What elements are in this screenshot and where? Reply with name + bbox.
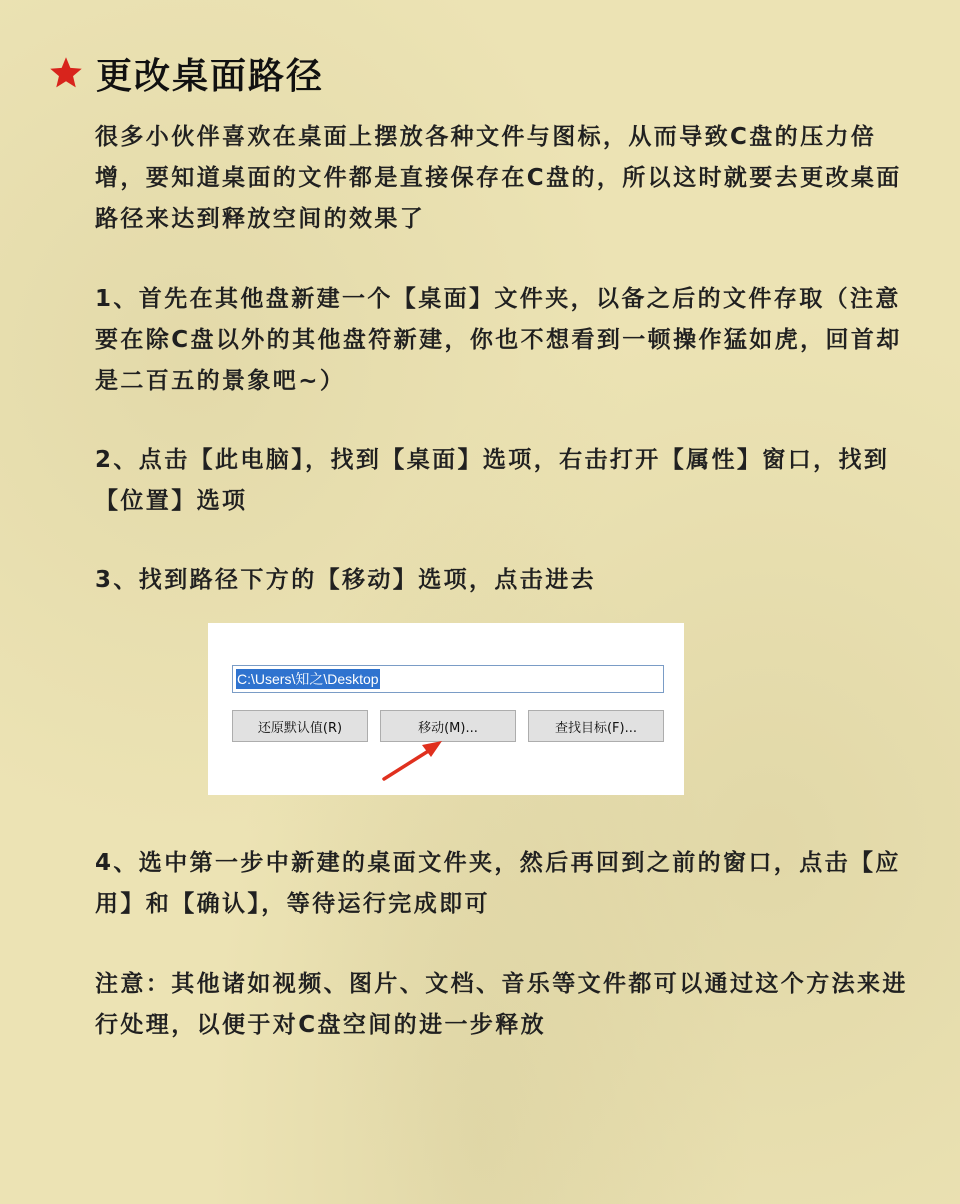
- step-4-paragraph: 4、选中第一步中新建的桌面文件夹，然后再回到之前的窗口，点击【应用】和【确认】，等待运行完成即可: [95, 850, 901, 917]
- red-arrow-icon: [378, 733, 458, 783]
- intro-paragraph: 很多小伙伴喜欢在桌面上摆放各种文件与图标，从而导致C盘的压力倍增，要知道桌面的文件都是直接保存在C盘的，所以这时就要去更改桌面路径来达到释放空间的效果了: [95, 124, 902, 232]
- find-target-button[interactable]: 查找目标(F)...: [528, 710, 664, 742]
- heading-title: 更改桌面路径: [96, 55, 325, 97]
- star-icon: [48, 55, 84, 91]
- step-3-paragraph: 3、找到路径下方的【移动】选项，点击进去: [95, 567, 597, 593]
- restore-default-button[interactable]: 还原默认值(R): [232, 710, 368, 742]
- path-input[interactable]: [232, 665, 664, 693]
- step-2-paragraph: 2、点击【此电脑】，找到【桌面】选项，右击打开【属性】窗口，找到【位置】选项: [95, 447, 890, 514]
- step-1-paragraph: 1、首先在其他盘新建一个【桌面】文件夹，以备之后的文件存取（注意要在除C盘以外的其他盘符新建，你也不想看到一顿操作猛如虎，回首却是二百五的景象吧~）: [95, 286, 902, 394]
- location-dialog-screenshot: [208, 623, 684, 795]
- path-input-value: C:\Users\知之\Desktop: [237, 671, 379, 687]
- section-heading: [48, 48, 324, 98]
- note-paragraph: 注意：其他诸如视频、图片、文档、音乐等文件都可以通过这个方法来进行处理，以便于对C盘空间的进一步释放: [95, 971, 908, 1038]
- move-button[interactable]: 移动(M)...: [380, 710, 516, 742]
